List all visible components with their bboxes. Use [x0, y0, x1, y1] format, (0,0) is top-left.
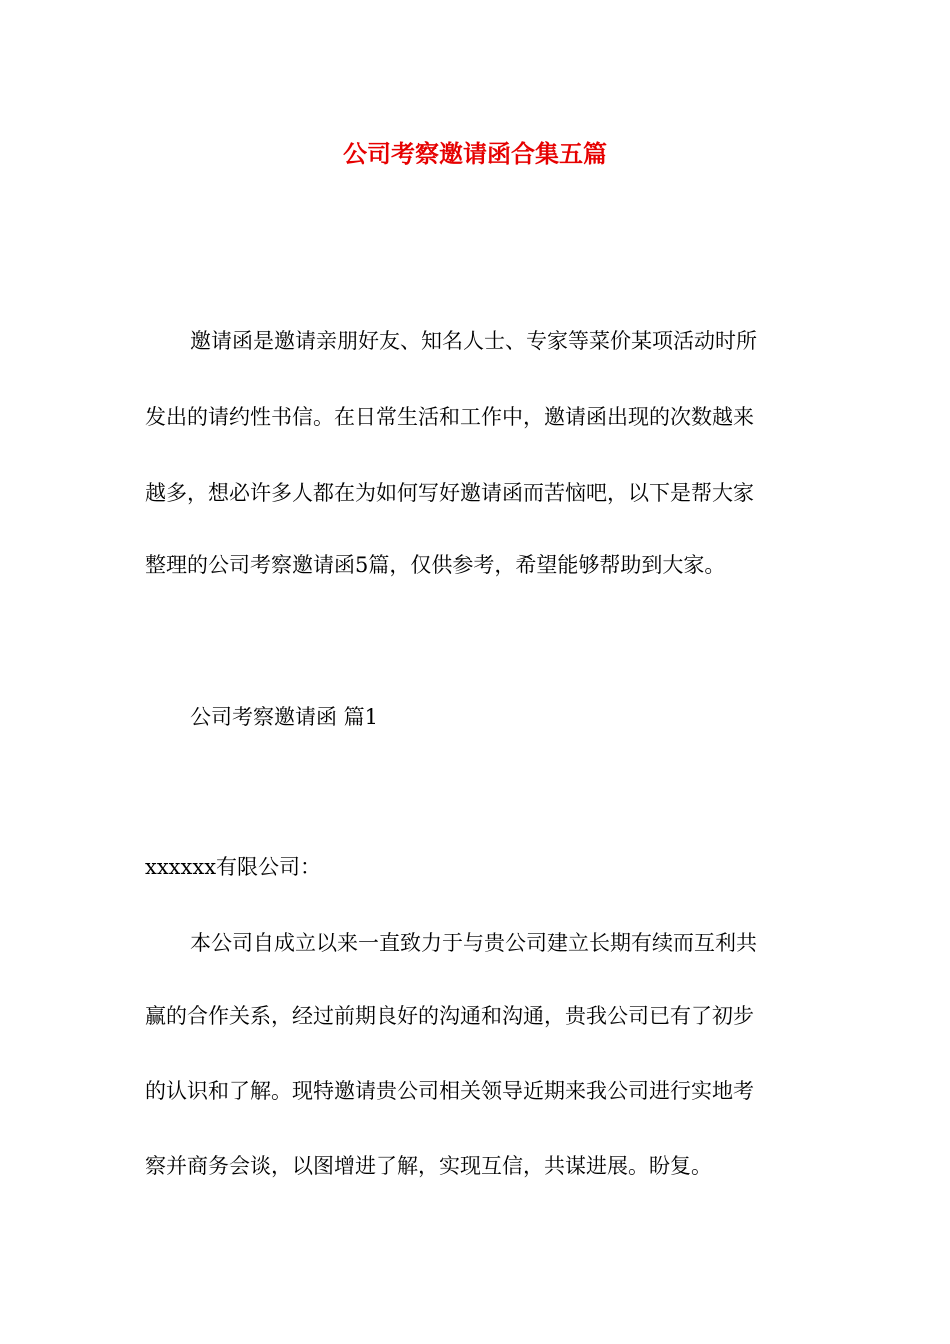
- intro-paragraph-line: 发出的请约性书信。在日常生活和工作中，邀请函出现的次数越来: [145, 405, 754, 429]
- letter-body-line: 的认识和了解。现特邀请贵公司相关领导近期来我公司进行实地考: [145, 1079, 754, 1103]
- section-heading: 公司考察邀请函 篇1: [190, 705, 379, 729]
- letter-body-line: 赢的合作关系，经过前期良好的沟通和沟通，贵我公司已有了初步: [145, 1004, 754, 1028]
- letter-salutation: xxxxxx有限公司：: [145, 855, 322, 879]
- letter-body-line: 察并商务会谈，以图增进了解，实现互信，共谋进展。盼复。: [145, 1154, 712, 1178]
- letter-body-line: 本公司自成立以来一直致力于与贵公司建立长期有续而互利共: [190, 931, 757, 955]
- document-title: 公司考察邀请函合集五篇: [343, 139, 607, 168]
- intro-paragraph-line: 越多，想必许多人都在为如何写好邀请函而苦恼吧，以下是帮大家: [145, 481, 754, 505]
- intro-paragraph-line: 邀请函是邀请亲朋好友、知名人士、专家等菜价某项活动时所: [190, 329, 757, 353]
- intro-paragraph-line: 整理的公司考察邀请函5篇，仅供参考，希望能够帮助到大家。: [145, 553, 726, 577]
